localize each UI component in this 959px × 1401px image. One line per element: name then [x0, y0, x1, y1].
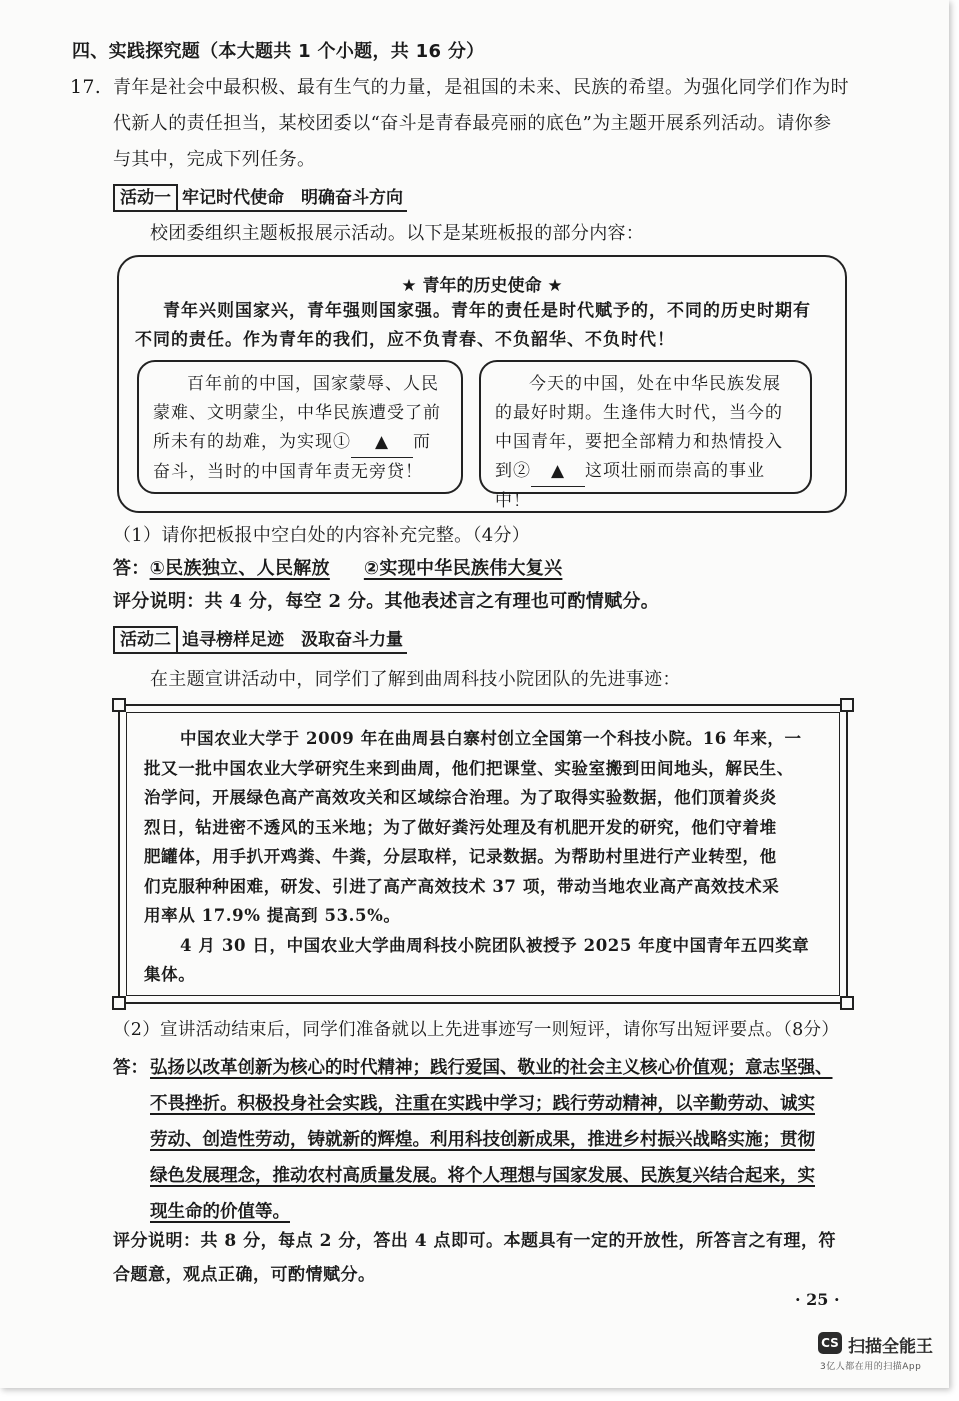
story-line: 批又一批中国农业大学研究生来到曲周，他们把课堂、实验室搬到田间地头，解民生、 — [144, 758, 794, 778]
q2-answer-line: 不畏挫折。积极投身社会实践，注重在实践中学习；践行劳动精神，以辛勤劳动、诚实 — [150, 1094, 815, 1114]
activity1-header — [113, 184, 407, 212]
board-left-box — [137, 360, 463, 494]
question-line: 代新人的责任担当，某校团委以“奋斗是青春最亮丽的底色”为主题开展系列活动。请你参 — [113, 113, 832, 134]
activity2-header — [113, 626, 407, 654]
board-left-text: 百年前的中国，国家蒙辱、人民蒙难、文明蒙尘，中华民族遭受了前所未有的劫难，为实现① — [153, 374, 441, 452]
q2-answer-label: 答： — [113, 1058, 148, 1078]
activity1-title: 牢记时代使命 明确奋斗方向 — [178, 186, 407, 212]
scanner-tagline: 3亿人都在用的扫描App — [820, 1362, 922, 1372]
q2-scoring — [113, 1224, 836, 1292]
board-right-text-end: 这项壮丽而崇高的事业中！ — [495, 461, 765, 511]
board-title: ★ 青年的历史使命 ★ — [401, 276, 563, 296]
q2-answer-line: 绿色发展理念，推动农村高质量发展。将个人理想与国家发展、民族复兴结合起来，实 — [150, 1166, 815, 1186]
page-number: · 25 · — [795, 1290, 840, 1309]
q2-scoring-line: 评分说明：共 8 分，每点 2 分，答出 4 点即可。本题具有一定的开放性，所答言之有理，符 — [113, 1231, 836, 1251]
activity2-title: 追寻榜样足迹 汲取奋斗力量 — [178, 628, 407, 654]
scanner-logo-icon: CS — [818, 1332, 842, 1354]
q1-prompt: （1）请你把板报中空白处的内容补充完整。（4分） — [113, 525, 531, 546]
frame-corner — [840, 698, 854, 712]
blackboard-panel — [117, 255, 847, 513]
section-heading: 四、实践探究题（本大题共 1 个小题，共 16 分） — [72, 41, 485, 62]
blank-2: ▲ — [531, 457, 585, 487]
activity2-tag: 活动二 — [113, 626, 178, 654]
story-line: 4 月 30 日，中国农业大学曲周科技小院团队被授予 2025 年度中国青年五四奖章 — [180, 935, 810, 955]
frame-corner — [840, 996, 854, 1010]
question-stem — [113, 70, 853, 178]
scanner-app-name: 扫描全能王 — [848, 1337, 933, 1357]
q2-answer — [150, 1050, 850, 1230]
story-line: 中国农业大学于 2009 年在曲周县白寨村创立全国第一个科技小院。16 年来，一 — [180, 729, 802, 748]
story-line: 们克服种种困难，研发、引进了高产高效技术 37 项，带动当地农业高产高效技术采 — [144, 876, 780, 896]
frame-corner — [112, 698, 126, 712]
answer-label: 答： — [113, 558, 150, 579]
board-left-text-end: 而奋斗，当时的中国青年责无旁贷！ — [153, 432, 431, 482]
story-text — [144, 724, 824, 990]
q1-answer — [113, 555, 562, 582]
story-line: 治学问，开展绿色高产高效攻关和区域综合治理。为了取得实验数据，他们顶着炎炎 — [144, 788, 777, 807]
board-right-text: 今天的中国，处在中华民族发展的最好时期。生逢伟大时代，当今的中国青年，要把全部精力和热情投入到② — [495, 374, 783, 481]
q2-answer-line: 现生命的价值等。 — [150, 1202, 290, 1222]
story-line: 用率从 17.9% 提高到 53.5%。 — [144, 906, 401, 925]
activity1-intro: 校团委组织主题板报展示活动。以下是某班板报的部分内容： — [150, 223, 645, 244]
q1-scoring: 评分说明：共 4 分，每空 2 分。其他表述言之有理也可酌情赋分。 — [113, 591, 660, 612]
q1-answer-1: ①民族独立、人民解放 — [149, 558, 330, 579]
q2-scoring-line: 合题意，观点正确，可酌情赋分。 — [113, 1265, 376, 1285]
q2-prompt: （2）宣讲活动结束后，同学们准备就以上先进事迹写一则短评，请你写出短评要点。（8分） — [113, 1020, 840, 1040]
story-line: 集体。 — [144, 965, 196, 984]
story-frame — [118, 704, 848, 1004]
board-line: 青年兴则国家兴，青年强则国家强。青年的责任是时代赋予的，不同的历史时期有 — [163, 301, 811, 321]
q2-answer-line: 弘扬以改革创新为核心的时代精神；践行爱国、敬业的社会主义核心价值观；意志坚强、 — [150, 1058, 833, 1078]
activity2-intro: 在主题宣讲活动中，同学们了解到曲周科技小院团队的先进事迹： — [150, 669, 681, 690]
frame-corner — [112, 996, 126, 1010]
q1-answer-2: ②实现中华民族伟大复兴 — [363, 558, 563, 579]
blank-1: ▲ — [351, 428, 413, 458]
q2-answer-line: 劳动、创造性劳动，铸就新的辉煌。利用科技创新成果，推进乡村振兴战略实施；贯彻 — [150, 1130, 815, 1150]
story-line: 烈日，钻进密不透风的玉米地；为了做好粪污处理及有机肥开发的研究，他们守着堆 — [144, 817, 777, 837]
story-line: 肥罐体，用手扒开鸡粪、牛粪，分层取样，记录数据。为帮助村里进行产业转型，他 — [144, 847, 777, 866]
question-line: 与其中，完成下列任务。 — [113, 149, 316, 170]
board-line: 不同的责任。作为青年的我们，应不负青春、不负韶华、不负时代！ — [135, 330, 675, 350]
board-right-box — [479, 360, 812, 511]
question-number: 17. — [70, 76, 102, 98]
question-line: 青年是社会中最积极、最有生气的力量，是祖国的未来、民族的希望。为强化同学们作为时 — [113, 77, 849, 98]
activity1-tag: 活动一 — [113, 184, 178, 212]
